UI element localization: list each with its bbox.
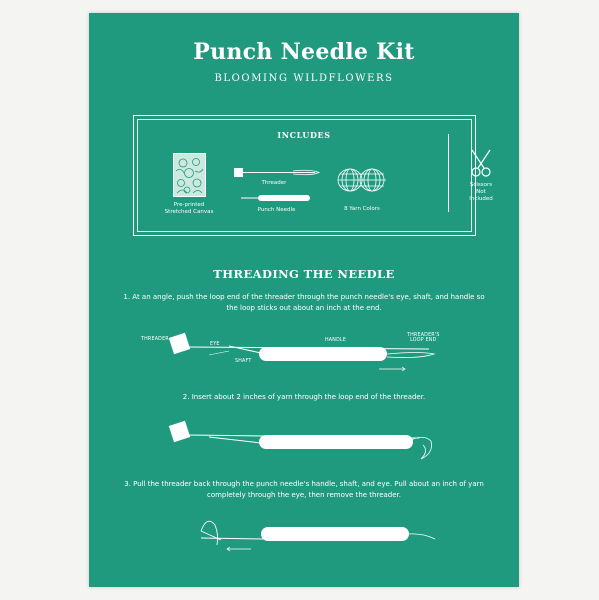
threader-label: Threader [261, 180, 287, 186]
instruction-card [89, 13, 519, 587]
diagram-step-3 [89, 13, 519, 587]
label-eye: EYE [210, 342, 220, 347]
yarn-label: 8 Yarn Colors [344, 206, 380, 212]
threading-title: THREADING THE NEEDLE [213, 267, 395, 281]
includes-title: INCLUDES [277, 130, 331, 140]
punch-needle-label: Punch Needle [257, 207, 296, 213]
label-loop-end: THREADER'S LOOP END [407, 333, 440, 343]
page-title: Punch Needle Kit [193, 39, 415, 65]
label-shaft: SHAFT [235, 359, 252, 364]
label-threader: THREADER [141, 337, 169, 342]
label-handle: HANDLE [325, 338, 347, 343]
step-2-text: 2. Insert about 2 inches of yarn through the loop end of the threader. [182, 393, 426, 401]
step-3-text: 3. Pull the threader back through the punch needle's handle, shaft, and eye. Pull about an inch of yarn completely through the eye, then remove the threader. [124, 480, 484, 499]
page-subtitle: BLOOMING WILDFLOWERS [214, 73, 394, 84]
step-1-text: 1. At an angle, push the loop end of the threader through the punch needle's eye, shaft, and handle so the loop sticks out about an inch at the end. [123, 293, 485, 312]
scissors-label: Scissors Not Included [469, 182, 493, 202]
canvas-label: Pre-printed Stretched Canvas [164, 202, 214, 215]
